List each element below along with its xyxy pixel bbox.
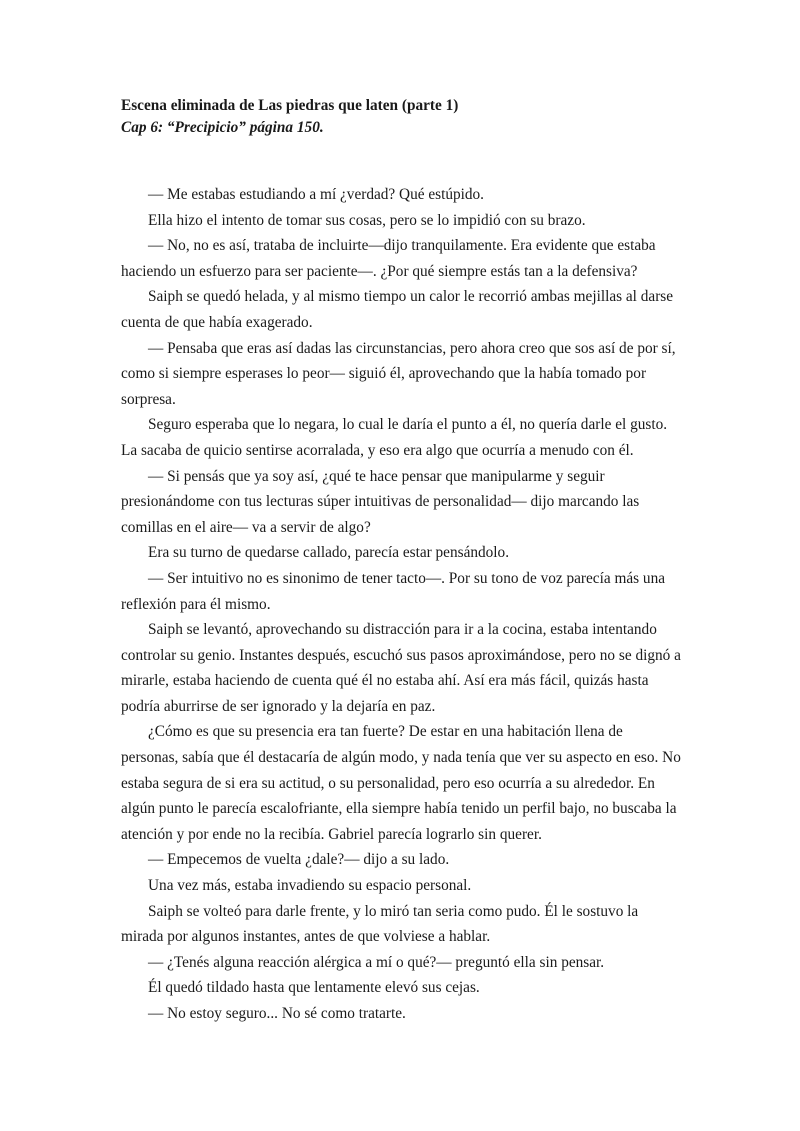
paragraph: Una vez más, estaba invadiendo su espacio personal.: [148, 877, 472, 895]
paragraph: Saiph se quedó helada, y al mismo tiempo un calor le recorrió ambas mejillas al darse cuenta de que había exagerado.: [121, 288, 674, 331]
paragraph: — Pensaba que eras así dadas las circunstancias, pero ahora creo que sos así de por sí, como si siempre esperases lo peor— siguió él, aprovechando que la había tomado por sorpresa.: [121, 339, 676, 408]
paragraph: Ella hizo el intento de tomar sus cosas, pero se lo impidió con su brazo.: [148, 211, 586, 229]
document-content: [121, 95, 681, 1027]
paragraph: ¿Cómo es que su presencia era tan fuerte? De estar en una habitación llena de personas, sabía que él destacaría de algún modo, y nada tenía que ver su aspecto en eso. No estaba segura de si era su actitud, o su personalidad, pero eso ocurría a su alrededor. En algún punto le parecía escalofriante, ella siempre había tenido un perfil bajo, no buscaba la atención y por ende no la recibía. Gabriel parecía lograrlo sin querer.: [121, 723, 681, 843]
paragraph: — ¿Tenés alguna reacción alérgica a mí o qué?— preguntó ella sin pensar.: [148, 953, 605, 971]
document-title: Escena eliminada de Las piedras que laten (parte 1): [121, 97, 459, 114]
paragraph: — No, no es así, trataba de incluirte—dijo tranquilamente. Era evidente que estaba haciendo un esfuerzo para ser paciente—. ¿Por qué siempre estás tan a la defensiva?: [121, 237, 656, 280]
paragraph: — Me estabas estudiando a mí ¿verdad? Qué estúpido.: [148, 186, 485, 203]
paragraph: Era su turno de quedarse callado, parecía estar pensándolo.: [148, 544, 510, 562]
paragraph: — No estoy seguro... No sé como tratarte.: [148, 1005, 406, 1022]
chapter-subtitle: Cap 6: “Precipicio” página 150.: [121, 119, 324, 136]
paragraph: Seguro esperaba que lo negara, lo cual le daría el punto a él, no quería darle el gusto. La sacaba de quicio sentirse acorralada, y eso era algo que ocurría a menudo con él.: [121, 416, 668, 459]
paragraph: — Si pensás que ya soy así, ¿qué te hace pensar que manipularme y seguir presionándome con tus lecturas súper intuitivas de personalidad— dijo marcando las comillas en el aire— va a servir de algo?: [121, 467, 640, 536]
paragraph: Saiph se volteó para darle frente, y lo miró tan seria como pudo. Él le sostuvo la mirada por algunos instantes, antes de que volviese a hablar.: [121, 902, 639, 946]
document-body: [121, 182, 681, 1027]
paragraph: — Empecemos de vuelta ¿dale?— dijo a su lado.: [148, 851, 450, 869]
paragraph: — Ser intuitivo no es sinonimo de tener tacto—. Por su tono de voz parecía más una reflexión para él mismo.: [121, 569, 666, 613]
paragraph: Él quedó tildado hasta que lentamente elevó sus cejas.: [148, 979, 480, 997]
paragraph: Saiph se levantó, aprovechando su distracción para ir a la cocina, estaba intentando controlar su genio. Instantes después, escuchó sus pasos aproximándose, pero no se dignó a mirarle, estaba haciendo de cuenta qué él no estaba ahí. Así era más fácil, quizás hasta podría aburrirse de ser ignorado y la dejaría en paz.: [121, 621, 681, 715]
